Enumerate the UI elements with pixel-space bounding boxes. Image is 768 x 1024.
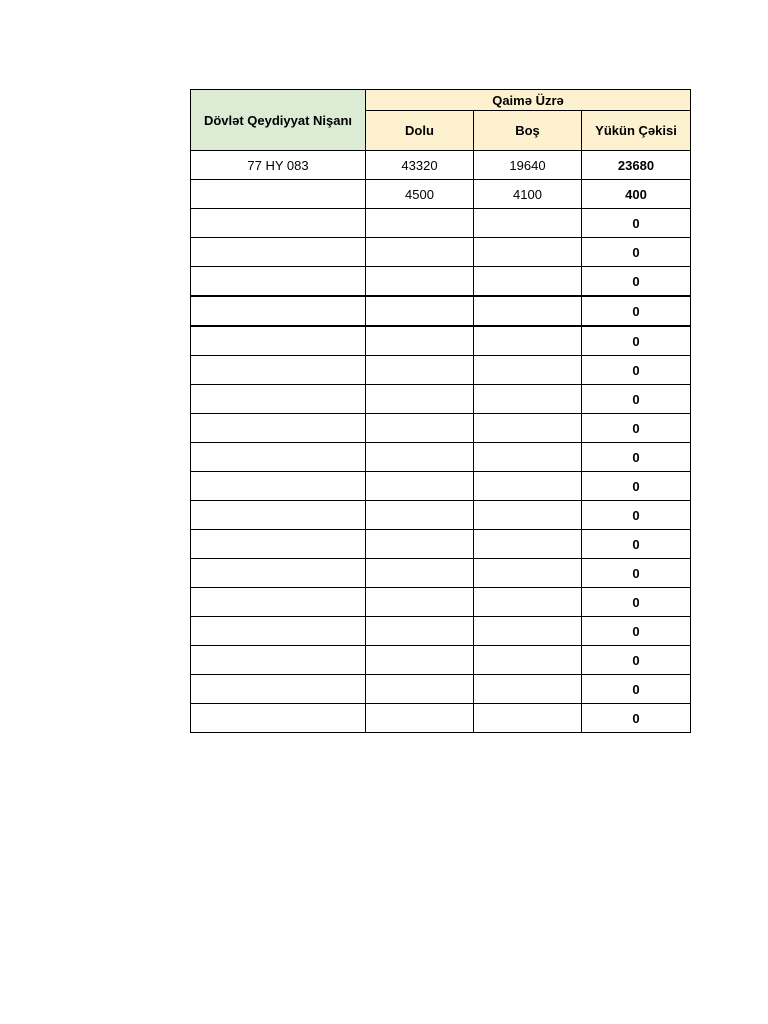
table-row [191,588,691,617]
table-row [191,443,691,472]
load-weight-cell[interactable]: 0 [582,472,691,501]
empty-weight-cell[interactable] [474,267,582,297]
plate-cell[interactable] [191,617,366,646]
full-weight-cell[interactable] [366,356,474,385]
full-weight-cell[interactable] [366,267,474,297]
empty-weight-cell[interactable] [474,443,582,472]
plate-cell[interactable] [191,530,366,559]
plate-cell[interactable] [191,443,366,472]
empty-weight-cell[interactable] [474,326,582,356]
load-weight-cell[interactable]: 0 [582,356,691,385]
load-weight-cell[interactable]: 0 [582,296,691,326]
full-weight-cell[interactable]: 43320 [366,151,474,180]
full-weight-cell[interactable] [366,296,474,326]
load-weight-cell[interactable]: 0 [582,267,691,297]
plate-cell[interactable] [191,326,366,356]
full-weight-cell[interactable] [366,209,474,238]
empty-weight-cell[interactable] [474,414,582,443]
empty-weight-cell[interactable] [474,530,582,559]
load-weight-cell[interactable]: 0 [582,559,691,588]
empty-weight-cell[interactable] [474,356,582,385]
load-weight-cell[interactable]: 400 [582,180,691,209]
load-weight-cell[interactable]: 0 [582,443,691,472]
full-weight-cell[interactable] [366,588,474,617]
load-weight-cell[interactable]: 0 [582,326,691,356]
plate-cell[interactable] [191,646,366,675]
table-row [191,356,691,385]
full-weight-cell[interactable] [366,559,474,588]
empty-weight-cell[interactable] [474,238,582,267]
table-row [191,267,691,297]
empty-weight-cell[interactable] [474,675,582,704]
table-row [191,385,691,414]
empty-weight-cell[interactable] [474,617,582,646]
table-row [191,472,691,501]
plate-cell[interactable] [191,501,366,530]
empty-weight-cell[interactable] [474,559,582,588]
plate-column-header: Dövlət Qeydiyyat Nişanı [191,90,366,151]
load-weight-cell[interactable]: 0 [582,704,691,733]
full-weight-cell[interactable] [366,530,474,559]
plate-cell[interactable] [191,472,366,501]
table-row [191,238,691,267]
table-row [191,151,691,180]
full-weight-cell[interactable] [366,326,474,356]
table-row [191,180,691,209]
empty-weight-cell[interactable]: 4100 [474,180,582,209]
table-row [191,617,691,646]
load-weight-cell[interactable]: 0 [582,646,691,675]
load-weight-cell[interactable]: 0 [582,414,691,443]
empty-weight-cell[interactable] [474,704,582,733]
full-weight-cell[interactable] [366,414,474,443]
empty-weight-cell[interactable] [474,501,582,530]
load-weight-cell[interactable]: 0 [582,617,691,646]
load-weight-cell[interactable]: 0 [582,209,691,238]
plate-cell[interactable] [191,238,366,267]
table-row [191,559,691,588]
plate-cell[interactable] [191,356,366,385]
plate-cell[interactable] [191,385,366,414]
empty-column-header: Boş [474,111,582,151]
empty-weight-cell[interactable] [474,209,582,238]
plate-cell[interactable] [191,559,366,588]
plate-cell[interactable] [191,414,366,443]
full-weight-cell[interactable] [366,385,474,414]
table-row [191,675,691,704]
load-weight-cell[interactable]: 0 [582,588,691,617]
full-weight-cell[interactable] [366,443,474,472]
load-weight-cell[interactable]: 0 [582,675,691,704]
full-weight-cell[interactable]: 4500 [366,180,474,209]
full-weight-cell[interactable] [366,617,474,646]
full-weight-cell[interactable] [366,675,474,704]
plate-cell[interactable] [191,267,366,297]
table-row [191,530,691,559]
plate-cell[interactable]: 77 HY 083 [191,151,366,180]
table-row [191,501,691,530]
weighing-table [190,89,691,733]
table-row [191,326,691,356]
table-row [191,414,691,443]
table-row [191,209,691,238]
plate-cell[interactable] [191,704,366,733]
full-weight-cell[interactable] [366,238,474,267]
full-weight-cell[interactable] [366,501,474,530]
table-row [191,704,691,733]
full-weight-cell[interactable] [366,646,474,675]
empty-weight-cell[interactable]: 19640 [474,151,582,180]
load-weight-cell[interactable]: 0 [582,238,691,267]
plate-cell[interactable] [191,675,366,704]
load-weight-cell[interactable]: 0 [582,385,691,414]
table-row [191,296,691,326]
empty-weight-cell[interactable] [474,646,582,675]
load-weight-cell[interactable]: 0 [582,501,691,530]
full-weight-cell[interactable] [366,704,474,733]
full-column-header: Dolu [366,111,474,151]
plate-cell[interactable] [191,180,366,209]
empty-weight-cell[interactable] [474,385,582,414]
load-weight-cell[interactable]: 0 [582,530,691,559]
load-weight-cell[interactable]: 23680 [582,151,691,180]
load-weight-column-header: Yükün Çəkisi [582,111,691,151]
empty-weight-cell[interactable] [474,588,582,617]
table-row [191,646,691,675]
empty-weight-cell[interactable] [474,296,582,326]
full-weight-cell[interactable] [366,472,474,501]
plate-cell[interactable] [191,209,366,238]
empty-weight-cell[interactable] [474,472,582,501]
plate-cell[interactable] [191,588,366,617]
plate-cell[interactable] [191,296,366,326]
invoice-group-header: Qaimə Üzrə [366,90,691,111]
